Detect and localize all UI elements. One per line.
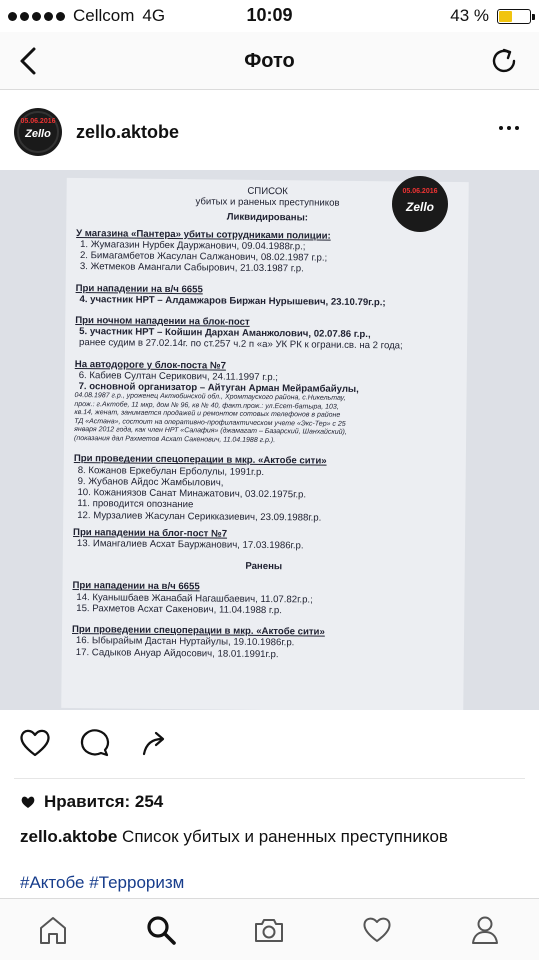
doc-line: 14. Куанышбаев Жанабай Нагашбаевич, 11.07.82г.р.; (76, 591, 313, 606)
status-right (450, 6, 531, 26)
doc-line: 7. основной организатор – Айтуган Арман Мейрамбайулы, (78, 381, 359, 396)
doc-subtitle: убитых и раненых преступников (195, 196, 340, 209)
avatar[interactable] (14, 108, 62, 156)
doc-line: 8. Кожанов Еркебулан Ерболулы, 1991г.р. (77, 464, 265, 478)
camera-icon[interactable] (252, 913, 286, 947)
refresh-icon[interactable] (489, 44, 521, 78)
doc-line: 3. Жетмеков Амангали Сабырович, 21.03.1987 г.р. (79, 261, 304, 275)
network-label: 4G (142, 6, 166, 25)
doc-line: 13. Имангалиев Асхат Бауржанович, 17.03.1986г.р. (76, 538, 304, 552)
zello-logo (392, 176, 448, 232)
doc-detail: кв.14, женат, занимается продажей и ремонтом сотовых телефонов в районе (74, 409, 341, 420)
doc-detail: 04.08.1987 г.р., уроженец Актюбинской обл., Хромтауского района, с.Никельтау, (74, 392, 346, 403)
home-icon[interactable] (36, 913, 70, 947)
doc-line: 10. Кожаниязов Санат Минажатович, 03.02.1975г.р. (77, 487, 307, 501)
doc-line: 6. Кабиев Султан Серикович, 24.11.1997 г.р.; (78, 369, 279, 383)
post-header (0, 90, 539, 170)
more-options-icon[interactable] (499, 126, 519, 130)
nav-bar (0, 32, 539, 90)
search-icon[interactable] (144, 913, 178, 947)
avatar-brand: Zello (25, 128, 51, 140)
doc-heading: Ликвидированы: (226, 212, 309, 224)
post-actions (0, 722, 539, 766)
doc-detail: прож.: г.Актобе, 11 мкр, дом № 96, кв № 40, факт.прож.: ул.Есет-батыра, 103, (74, 400, 339, 411)
doc-line: 11. проводится опознание (77, 498, 194, 511)
doc-section: При нападении на в/ч 6655 (75, 282, 203, 295)
doc-wounded-heading: Ранены (245, 561, 283, 573)
doc-line: 12. Мурзалиев Жасулан Серикказиевич, 23.09.1988г.р. (77, 509, 322, 524)
post-photo[interactable] (0, 170, 539, 710)
share-icon[interactable] (138, 726, 172, 760)
divider (14, 778, 525, 779)
heart-small-icon (20, 794, 36, 810)
doc-line: 1. Жумагазин Нурбек Дауржанович, 09.04.1988г.р.; (80, 238, 306, 253)
logo-brand: Zello (405, 200, 434, 214)
status-bar (0, 0, 539, 32)
document-page (61, 178, 469, 710)
doc-section: При проведении спецоперации в мкр. «Актобе сити» (73, 453, 327, 468)
doc-line: 2. Бимагамбетов Жасулан Салжанович, 08.02.1987 г.р.; (79, 250, 328, 264)
doc-section: При нападении на в/ч 6655 (72, 580, 200, 593)
doc-line: ранее судим в 27.02.14г. по ст.257 ч.2 п «а» УК РК к ограни.св. на 2 года; (79, 337, 403, 352)
post-caption (20, 826, 520, 848)
profile-icon[interactable] (468, 913, 502, 947)
battery-icon (497, 9, 531, 24)
battery-percent: 43 % (450, 6, 489, 25)
doc-section: У магазина «Пантера» убиты сотрудниками полиции: (76, 227, 331, 242)
activity-heart-icon[interactable] (360, 913, 394, 947)
status-time: 10:09 (246, 5, 293, 25)
doc-section: При нападении на блог-пост №7 (73, 526, 228, 540)
doc-section: На автодороге у блок-поста №7 (74, 358, 227, 372)
doc-title: СПИСОК (247, 185, 288, 198)
doc-detail: января 2012 года, как член НРТ «Салафия» (джамагат – Базарский, Шанхайский), (74, 426, 347, 437)
heart-icon[interactable] (18, 726, 52, 760)
page-title: Фото (244, 50, 295, 72)
doc-line: 5. участник НРТ – Койшин Дархан Аманжолович, 02.07.86 г.р., (79, 326, 371, 341)
caption-text: Список убитых и раненных преступников (117, 827, 448, 846)
comment-icon[interactable] (78, 726, 112, 760)
doc-section: При проведении спецоперации в мкр. «Актобе сити» (71, 624, 325, 638)
doc-line: 16. Ыбырайым Дастан Нуртайулы, 19.10.1986г.р. (75, 635, 295, 649)
carrier-label: Cellcom (73, 6, 135, 25)
doc-line: 9. Жубанов Айдос Жамбылович, (77, 475, 224, 489)
caption-username[interactable]: zello.aktobe (20, 827, 118, 846)
hashtags[interactable]: #Актобе #Терроризм (20, 873, 185, 892)
post-username[interactable]: zello.aktobe (76, 122, 180, 142)
logo-date: 05.06.2016 (402, 188, 438, 195)
doc-line: 17. Садыков Ануар Айдосович, 18.01.1991г.р. (75, 646, 279, 660)
doc-section: При ночном нападении на блок-пост (75, 314, 250, 328)
likes-count[interactable] (20, 792, 163, 812)
doc-line: 15. Рахметов Асхат Сакенович, 11.04.1988 г.р. (76, 602, 283, 617)
doc-detail: (показания дал Рахметов Асхат Сакенович, 11.04.1988 г.р.). (74, 434, 276, 445)
avatar-date: 05.06.2016 (20, 118, 56, 125)
tab-bar (0, 898, 539, 960)
likes-label: Нравится: 254 (44, 792, 164, 811)
doc-line: 4. участник НРТ – Алдамжаров Биржан Нурышевич, 23.10.79г.р.; (79, 293, 386, 309)
doc-detail: ТД «Астана», состоит на оперативно-профилактическом учете «Экс-Тер» с 25 (74, 417, 346, 428)
